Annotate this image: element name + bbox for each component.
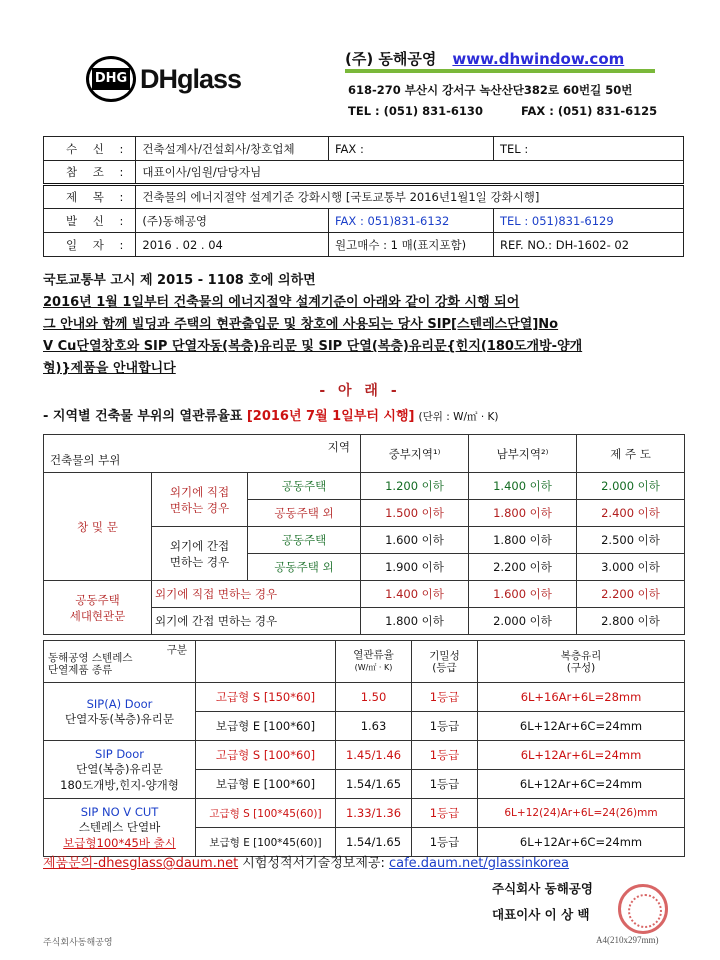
apt-label: 공동주택 bbox=[248, 527, 361, 554]
u-value-table bbox=[43, 434, 685, 635]
page-count: 원고매수 : 1 매(표지포함) bbox=[329, 233, 494, 257]
product-air: 1등급 bbox=[412, 683, 478, 712]
product-air: 1등급 bbox=[412, 770, 478, 799]
divider bbox=[345, 69, 655, 73]
subtitle-date: [2016년 7월 1일부터 시행] bbox=[246, 409, 415, 424]
product-air: 1등급 bbox=[412, 828, 478, 857]
cc-label: 참 조 : bbox=[44, 161, 136, 185]
product-grade: 고급형 S [150*60] bbox=[196, 683, 336, 712]
table-cell: 1.800 이하 bbox=[469, 527, 577, 554]
entrance-direct-label: 외기에 직접 면하는 경우 bbox=[152, 581, 361, 608]
product-u: 1.54/1.65 bbox=[336, 770, 412, 799]
table-cell: 2.000 이하 bbox=[577, 473, 685, 500]
region-header: 남부지역²⁾ bbox=[469, 435, 577, 473]
site-url[interactable]: cafe.daum.net/glassinkorea bbox=[388, 856, 570, 871]
cc-value: 대표이사/임원/담당자님 bbox=[136, 161, 684, 185]
product-glass: 6L+12Ar+6L=24mm bbox=[478, 741, 685, 770]
entrance-label: 공동주택 세대현관문 bbox=[44, 581, 152, 635]
company-tel: TEL : (051) 831-6130 bbox=[348, 104, 483, 118]
apt-label: 공동주택 bbox=[248, 473, 361, 500]
footer-company: 주식회사동해공영 bbox=[43, 938, 113, 948]
table-cell: 1.500 이하 bbox=[361, 500, 469, 527]
table-cell: 1.200 이하 bbox=[361, 473, 469, 500]
company-url[interactable]: www.dhwindow.com bbox=[452, 50, 625, 68]
indirect-label: 외기에 간접 면하는 경우 bbox=[152, 527, 248, 581]
table-cell: 2.200 이하 bbox=[577, 581, 685, 608]
product-glass: 6L+16Ar+6L=28mm bbox=[478, 683, 685, 712]
product-glass: 6L+12Ar+6C=24mm bbox=[478, 770, 685, 799]
contact-line bbox=[43, 852, 569, 871]
ref-number: REF. NO.: DH-1602- 02 bbox=[494, 233, 684, 257]
to-value: 건축설계사/건설회사/창호업체 bbox=[136, 137, 329, 161]
product-sip-no-v-cut: SIP NO V CUT 스텐레스 단열바 보급형100*45바 출시 bbox=[44, 799, 196, 857]
date-label: 일 자 : bbox=[44, 233, 136, 257]
company-fax: FAX : (051) 831-6125 bbox=[520, 104, 658, 118]
corner-part: 건축물의 부위 bbox=[50, 453, 121, 467]
table-cell: 3.000 이하 bbox=[577, 554, 685, 581]
product-u: 1.54/1.65 bbox=[336, 828, 412, 857]
apt-other-label: 공동주택 외 bbox=[248, 500, 361, 527]
product-u: 1.45/1.46 bbox=[336, 741, 412, 770]
apt-other-label: 공동주택 외 bbox=[248, 554, 361, 581]
product-sip-a: SIP(A) Door 단열자동(복층)유리문 bbox=[44, 683, 196, 741]
direct-label: 외기에 직접 면하는 경우 bbox=[152, 473, 248, 527]
table-cell: 2.800 이하 bbox=[577, 608, 685, 635]
product-grade: 고급형 S [100*60] bbox=[196, 741, 336, 770]
from-value: (주)동해공영 bbox=[136, 209, 329, 233]
corner-region: 지역 bbox=[327, 440, 351, 454]
subject-label: 제 목 : bbox=[44, 185, 136, 209]
from-tel: TEL : 051)831-6129 bbox=[494, 209, 684, 233]
dhglass-logo bbox=[86, 56, 256, 102]
company-contact bbox=[348, 104, 657, 118]
window-door-label: 창 및 문 bbox=[44, 473, 152, 581]
glass-header: 복층유리 (구성) bbox=[478, 641, 685, 683]
region-header: 제 주 도 bbox=[577, 435, 685, 473]
company-seal-icon bbox=[618, 884, 668, 934]
table-cell: 2.400 이하 bbox=[577, 500, 685, 527]
intro-line: 형)}제품을 안내합니다 bbox=[43, 361, 176, 376]
region-header: 중부지역¹⁾ bbox=[361, 435, 469, 473]
product-grade: 보급형 E [100*60] bbox=[196, 770, 336, 799]
table-cell: 2.200 이하 bbox=[469, 554, 577, 581]
product-glass: 6L+12Ar+6C=24mm bbox=[478, 828, 685, 857]
intro-line: 그 안내와 함께 빌딩과 주택의 현관출입문 및 창호에 사용되는 당사 SIP[스텐레스단열]No bbox=[43, 317, 559, 332]
badge-text: DHG bbox=[92, 68, 130, 90]
intro-line: V Cu단열창호와 SIP 단열자동(복층)유리문 및 SIP 단열(복층)유리문{힌지(180도개방-양개 bbox=[43, 339, 583, 354]
corner-top: 구분 bbox=[166, 644, 187, 656]
contact-email[interactable]: dhesglass@daum.net bbox=[97, 856, 239, 871]
product-glass: 6L+12(24)Ar+6L=24(26)mm bbox=[478, 799, 685, 828]
subject-value: 건축물의 에너지절약 설계기준 강화시행 [국토교통부 2016년1월1일 강화시행] bbox=[136, 185, 684, 209]
tel-label: TEL : bbox=[494, 137, 684, 161]
fax-label: FAX : bbox=[329, 137, 494, 161]
u-value-header: 열관류율 (W/㎡ · K) bbox=[336, 641, 412, 683]
table-cell: 1.600 이하 bbox=[469, 581, 577, 608]
contact-label: 제품문의- bbox=[43, 856, 98, 871]
table-cell: 1.800 이하 bbox=[469, 500, 577, 527]
letterhead bbox=[0, 0, 720, 130]
product-grade: 보급형 E [100*45(60)] bbox=[196, 828, 336, 857]
from-label: 발 신 : bbox=[44, 209, 136, 233]
intro-text bbox=[43, 270, 693, 380]
product-grade: 보급형 E [100*60] bbox=[196, 712, 336, 741]
table-cell: 1.400 이하 bbox=[469, 473, 577, 500]
subtitle-text: - 지역별 건축물 부위의 열관류율표 bbox=[43, 409, 247, 424]
empty-header bbox=[196, 641, 336, 683]
table-corner bbox=[44, 435, 361, 473]
from-fax: FAX : 051)831-6132 bbox=[329, 209, 494, 233]
product-glass: 6L+12Ar+6C=24mm bbox=[478, 712, 685, 741]
intro-line: 2016년 1월 1일부터 건축물의 에너지절약 설계기준이 아래와 같이 강화 시행 되어 bbox=[43, 295, 520, 310]
entrance-indirect-label: 외기에 간접 면하는 경우 bbox=[152, 608, 361, 635]
fax-info-table bbox=[43, 136, 684, 257]
table-cell: 1.600 이하 bbox=[361, 527, 469, 554]
company-address: 618-270 부산시 강서구 녹산산단382로 60번길 50번 bbox=[348, 83, 633, 97]
corner-kind: 동해공영 스텐레스 단열제품 종류 bbox=[48, 652, 133, 676]
product-air: 1등급 bbox=[412, 712, 478, 741]
company-name: (주) 동해공영 bbox=[345, 50, 437, 68]
table-cell: 1.400 이하 bbox=[361, 581, 469, 608]
product-air: 1등급 bbox=[412, 799, 478, 828]
dhg-badge-icon bbox=[86, 56, 136, 102]
signature-company: 주식회사 동해공영 bbox=[492, 881, 593, 896]
table-cell: 1.800 이하 bbox=[361, 608, 469, 635]
intro-line: 국토교통부 고시 제 2015 - 1108 호에 의하면 bbox=[43, 273, 316, 288]
to-label: 수 신 : bbox=[44, 137, 136, 161]
section-heading: - 아 래 - bbox=[319, 383, 401, 399]
product-air: 1등급 bbox=[412, 741, 478, 770]
logo-text: DHglass bbox=[140, 64, 242, 94]
subtitle-unit: (단위 : W/㎡ · K) bbox=[418, 411, 499, 423]
company-line bbox=[345, 48, 624, 69]
footer-paper-size: A4(210x297mm) bbox=[596, 935, 659, 945]
product-u: 1.50 bbox=[336, 683, 412, 712]
table-cell: 2.000 이하 bbox=[469, 608, 577, 635]
product-grade: 고급형 S [100*45(60)] bbox=[196, 799, 336, 828]
table-cell: 2.500 이하 bbox=[577, 527, 685, 554]
product-u: 1.63 bbox=[336, 712, 412, 741]
product-corner bbox=[44, 641, 196, 683]
table-subtitle bbox=[43, 405, 499, 424]
site-label: 시험성적서기술정보제공: bbox=[238, 856, 389, 871]
signature-ceo: 대표이사 이 상 백 bbox=[492, 907, 590, 922]
product-u: 1.33/1.36 bbox=[336, 799, 412, 828]
date-value: 2016 . 02 . 04 bbox=[136, 233, 329, 257]
table-cell: 1.900 이하 bbox=[361, 554, 469, 581]
airtight-header: 기밀성 (등급 bbox=[412, 641, 478, 683]
product-sip-door: SIP Door 단열(복층)유리문 180도개방,힌지-양개형 bbox=[44, 741, 196, 799]
product-table bbox=[43, 640, 685, 857]
